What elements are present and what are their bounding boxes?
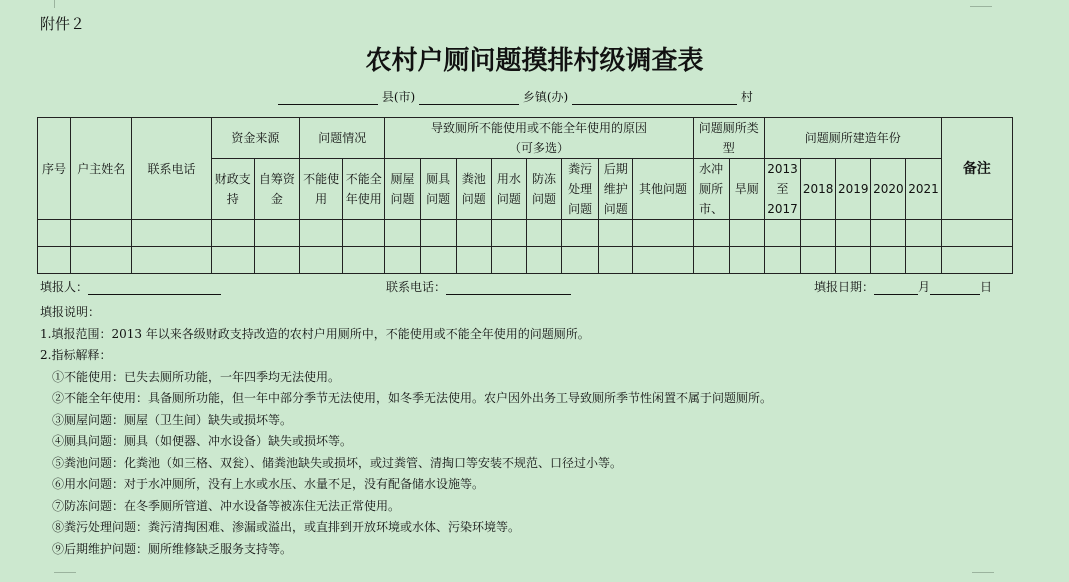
table-cell[interactable] <box>906 247 941 274</box>
col-status-not-yearround: 不能全年使用 <box>343 159 385 220</box>
table-cell[interactable] <box>420 247 456 274</box>
table-cell[interactable] <box>211 220 254 247</box>
table-cell[interactable] <box>456 247 491 274</box>
table-cell[interactable] <box>385 247 420 274</box>
table-cell[interactable] <box>633 247 693 274</box>
table-cell[interactable] <box>562 220 599 247</box>
col-reason-pit: 粪池问题 <box>456 159 491 220</box>
table-cell[interactable] <box>211 247 254 274</box>
col-build-year: 问题厕所建造年份 <box>764 118 941 159</box>
col-reason-freeze: 防冻问题 <box>526 159 561 220</box>
town-blank[interactable] <box>419 90 519 105</box>
table-cell[interactable] <box>71 247 132 274</box>
table-cell[interactable] <box>764 220 800 247</box>
date-field <box>814 278 992 295</box>
col-type-dry: 旱厕 <box>729 159 764 220</box>
table-cell[interactable] <box>836 247 871 274</box>
day-label: 日 <box>980 280 993 294</box>
list-item: ⑨后期维护问题：厕所维修缺乏服务支持等。 <box>52 541 293 556</box>
table-cell[interactable] <box>729 247 764 274</box>
reporter-field <box>40 278 221 295</box>
table-cell[interactable] <box>132 247 211 274</box>
col-reasons <box>385 118 693 159</box>
table-cell[interactable] <box>526 220 561 247</box>
col-year-2020: 2020 <box>871 159 906 220</box>
document-title: 农村户厕问题摸排村级调查表 <box>365 46 704 76</box>
col-year-2019: 2019 <box>836 159 871 220</box>
table-cell[interactable] <box>254 220 299 247</box>
table-cell[interactable] <box>343 247 385 274</box>
table-cell[interactable] <box>132 220 211 247</box>
instructions <box>40 302 772 560</box>
list-item: ⑤粪池问题：化粪池（如三格、双瓮）、储粪池缺失或损坏，或过粪管、清掏口等安装不规范、口径过小等。 <box>52 455 623 470</box>
list-item: ④厕具问题：厕具（如便器、冲水设备）缺失或损坏等。 <box>52 434 353 448</box>
table-cell[interactable] <box>385 220 420 247</box>
col-reason-fixture: 厕具问题 <box>420 159 456 220</box>
table-cell[interactable] <box>801 220 836 247</box>
table-cell[interactable] <box>836 220 871 247</box>
table-cell[interactable] <box>729 220 764 247</box>
table-cell[interactable] <box>300 247 343 274</box>
page-corner-mark <box>972 572 994 573</box>
attachment-label: 附件２ <box>40 15 86 33</box>
table-cell[interactable] <box>526 247 561 274</box>
table-cell[interactable] <box>562 247 599 274</box>
page-corner-mark <box>970 6 992 7</box>
list-item: ⑦防冻问题：在冬季厕所管道、冲水设备等被冻住无法正常使用。 <box>52 498 401 513</box>
table-cell[interactable] <box>71 220 132 247</box>
list-item: ⑧粪污处理问题：粪污清掏困难、渗漏或溢出，或直排到开放环境或水体、污染环境等。 <box>52 520 521 534</box>
col-problem-status: 问题情况 <box>300 118 385 159</box>
day-blank[interactable] <box>930 280 980 295</box>
table-cell[interactable] <box>343 220 385 247</box>
town-label: 乡镇(办) <box>522 90 569 104</box>
table-row <box>38 247 1013 274</box>
col-year-2013-2017: 2013至2017 <box>764 159 800 220</box>
col-household-name: 户主姓名 <box>71 118 132 220</box>
county-label: 县(市) <box>381 90 416 104</box>
table-cell[interactable] <box>871 247 906 274</box>
page-corner-mark <box>54 0 69 8</box>
table-cell[interactable] <box>38 247 71 274</box>
page-corner-mark <box>54 572 76 573</box>
col-status-unusable: 不能使用 <box>300 159 343 220</box>
list-item: ③厕屋问题：厕屋（卫生间）缺失或损坏等。 <box>52 412 293 427</box>
table-cell[interactable] <box>456 220 491 247</box>
col-toilet-type: 问题厕所类型 <box>693 118 764 159</box>
col-type-flush: 水冲厕所市、 <box>693 159 729 220</box>
table-cell[interactable] <box>491 220 526 247</box>
table-cell[interactable] <box>801 247 836 274</box>
list-item: ②不能全年使用：具备厕所功能，但一年中部分季节无法使用，如冬季无法使用。农户因外出务工导致厕所季节性闲置不属于问题厕所。 <box>52 391 773 405</box>
village-label: 村 <box>740 90 753 104</box>
notes-indicator-heading: 2.指标解释： <box>40 348 112 362</box>
survey-table <box>37 117 1013 274</box>
table-cell[interactable] <box>633 220 693 247</box>
reasons-note: （可多选） <box>508 141 569 155</box>
list-item: ⑥用水问题：对于水冲厕所，没有上水或水压、水量不足，没有配备储水设施等。 <box>52 477 485 491</box>
col-reason-maintenance: 后期维护问题 <box>599 159 633 220</box>
table-cell[interactable] <box>906 220 941 247</box>
table-cell[interactable] <box>693 220 729 247</box>
table-row <box>38 220 1013 247</box>
table-cell[interactable] <box>599 220 633 247</box>
table-cell[interactable] <box>871 220 906 247</box>
county-blank[interactable] <box>278 90 378 105</box>
table-cell[interactable] <box>693 247 729 274</box>
col-seq: 序号 <box>38 118 71 220</box>
reporter-blank[interactable] <box>88 280 221 295</box>
village-blank[interactable] <box>572 90 737 105</box>
col-reason-house: 厕屋问题 <box>385 159 420 220</box>
month-blank[interactable] <box>874 280 918 295</box>
notes-scope: 1.填报范围：2013 年以来各级财政支持改造的农村户用厕所中，不能使用或不能全年使用的问题厕所。 <box>40 326 590 341</box>
table-cell[interactable] <box>491 247 526 274</box>
col-reason-water: 用水问题 <box>491 159 526 220</box>
table-cell[interactable] <box>300 220 343 247</box>
list-item: ①不能使用：已失去厕所功能，一年四季均无法使用。 <box>52 369 341 384</box>
table-cell[interactable] <box>420 220 456 247</box>
col-remarks: 备注 <box>941 118 1012 220</box>
date-label: 填报日期： <box>814 280 875 294</box>
table-cell[interactable] <box>941 220 1012 247</box>
reasons-label: 导致厕所不能使用或不能全年使用的原因 <box>430 121 647 135</box>
col-funding-self: 自筹资金 <box>254 159 299 220</box>
col-reason-other: 其他问题 <box>633 159 693 220</box>
table-cell[interactable] <box>599 247 633 274</box>
reporter-label: 填报人： <box>40 280 89 294</box>
col-reason-waste: 粪污处理问题 <box>562 159 599 220</box>
col-year-2021: 2021 <box>906 159 941 220</box>
table-cell[interactable] <box>941 247 1012 274</box>
table-cell[interactable] <box>764 247 800 274</box>
col-funding-source: 资金来源 <box>211 118 299 159</box>
col-phone: 联系电话 <box>132 118 211 220</box>
month-label: 月 <box>918 280 931 294</box>
contact-label: 联系电话： <box>386 280 447 294</box>
table-cell[interactable] <box>38 220 71 247</box>
location-line <box>278 88 753 105</box>
contact-blank[interactable] <box>446 280 571 295</box>
notes-heading: 填报说明： <box>40 305 101 319</box>
table-cell[interactable] <box>254 247 299 274</box>
col-year-2018: 2018 <box>801 159 836 220</box>
contact-field <box>386 278 571 295</box>
col-funding-fiscal: 财政支持 <box>211 159 254 220</box>
